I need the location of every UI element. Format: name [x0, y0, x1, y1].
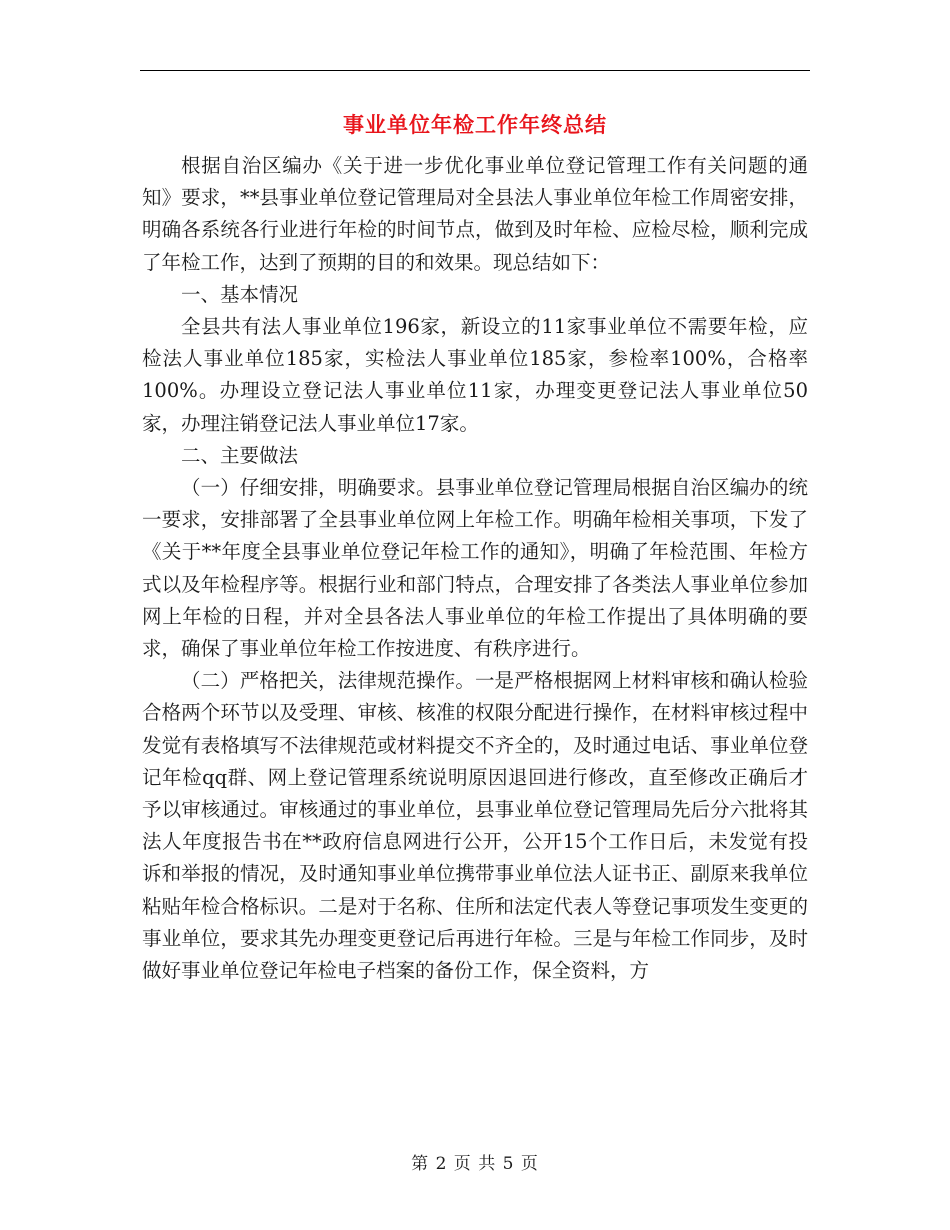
intro-paragraph: 根据自治区编办《关于进一步优化事业单位登记管理工作有关问题的通知》要求，**县事业单位登记管理局对全县法人事业单位年检工作周密安排，明确各系统各行业进行年检的时间节点，做到及时年检、应检尽检，顺利完成了年检工作，达到了预期的目的和效果。现总结如下： [142, 154, 808, 274]
section-heading-basic: 一、基本情况 [181, 282, 299, 306]
page-number: 第 2 页 共 5 页 [411, 1154, 539, 1174]
document-body [142, 150, 808, 987]
header-rule [140, 70, 810, 71]
method-two-paragraph: （二）严格把关，法律规范操作。一是严格根据网上材料审核和确认检验合格两个环节以及受理、审核、核准的权限分配进行操作，在材料审核过程中发觉有表格填写不法律规范或材料提交不齐全的，及时通过电话、事业单位登记年检qq群、网上登记管理系统说明原因退回进行修改，直至修改正确后才予以审核通过。审核通过的事业单位，县事业单位登记管理局先后分六批将其法人年度报告书在**政府信息网进行公开，公开15个工作日后，未发觉有投诉和举报的情况，及时通知事业单位携带事业单位法人证书正、副原来我单位粘贴年检合格标识。二是对于名称、住所和法定代表人等登记事项发生变更的事业单位，要求其先办理变更登记后再进行年检。三是与年检工作同步，及时做好事业单位登记年检电子档案的备份工作，保全资料，方 [142, 669, 808, 983]
document-title: 事业单位年检工作年终总结 [343, 113, 607, 137]
section-heading-methods: 二、主要做法 [181, 443, 299, 467]
basic-situation-paragraph: 全县共有法人事业单位196家，新设立的11家事业单位不需要年检，应检法人事业单位185家，实检法人事业单位185家，参检率100%，合格率100%。办理设立登记法人事业单位11家，办理变更登记法人事业单位50家，办理注销登记法人事业单位17家。 [142, 315, 808, 435]
method-one-paragraph: （一）仔细安排，明确要求。县事业单位登记管理局根据自治区编办的统一要求，安排部署了全县事业单位网上年检工作。明确年检相关事项，下发了《关于**年度全县事业单位登记年检工作的通知》，明确了年检范围、年检方式以及年检程序等。根据行业和部门特点，合理安排了各类法人事业单位参加网上年检的日程，并对全县各法人事业单位的年检工作提出了具体明确的要求，确保了事业单位年检工作按进度、有秩序进行。 [142, 476, 808, 661]
